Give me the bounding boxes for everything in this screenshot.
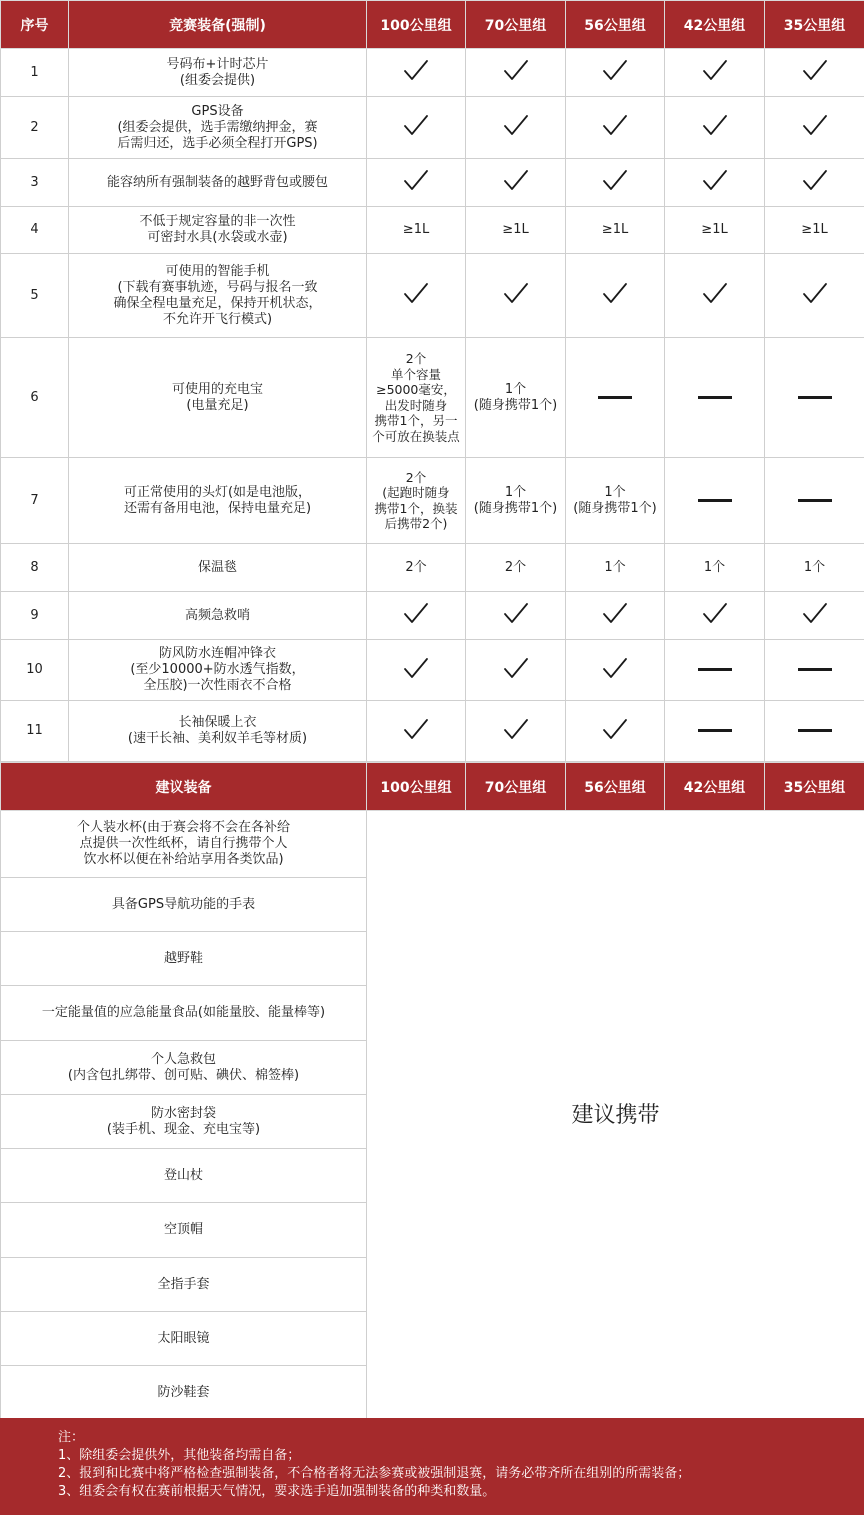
- check-icon: [503, 169, 529, 191]
- requirement-cell: [665, 640, 765, 701]
- check-icon: [503, 282, 529, 304]
- requirement-cell: [367, 458, 466, 544]
- cell-line: 可正常使用的头灯(如是电池版，: [123, 484, 312, 500]
- check-icon: [503, 718, 529, 740]
- equipment-name: [69, 458, 367, 544]
- check-icon: [403, 657, 429, 679]
- suggested-equipment-name: [1, 1041, 367, 1095]
- cell-line: 1个: [703, 559, 726, 575]
- requirement-cell: [566, 207, 665, 254]
- requirement-cell: [665, 254, 765, 338]
- notes-title: 注：: [58, 1430, 85, 1445]
- cell-line: 个人急救包: [150, 1051, 216, 1067]
- table-row: [1, 811, 864, 878]
- cell-line: ≥1L: [502, 222, 529, 237]
- cell-line: 保温毯: [197, 559, 237, 575]
- check-icon: [702, 602, 728, 624]
- requirement-cell: [566, 254, 665, 338]
- requirement-cell: [367, 544, 466, 592]
- check-icon: [602, 657, 628, 679]
- not-required-dash: [798, 668, 832, 671]
- header-35km: 35公里组: [765, 763, 864, 811]
- header-70km: 70公里组: [466, 1, 566, 49]
- cell-line: 确保全程电量充足，保持开机状态，: [113, 295, 322, 311]
- mandatory-body: [1, 49, 864, 762]
- check-icon: [802, 169, 828, 191]
- equipment-name: [69, 640, 367, 701]
- cell-line: 高频急救哨: [184, 607, 250, 623]
- note-line: 1、除组委会提供外，其他装备均需自备；: [58, 1448, 301, 1463]
- table-row: [1, 207, 864, 254]
- table-row: [1, 338, 864, 458]
- requirement-cell: [566, 49, 665, 97]
- table-row: [1, 254, 864, 338]
- cell-line: ≥1L: [402, 222, 430, 237]
- notes-panel: [0, 1418, 864, 1515]
- cell-line: ≥5000毫安，: [376, 382, 456, 397]
- requirement-cell: [367, 701, 466, 762]
- check-icon: [602, 59, 628, 81]
- cell-line: (至少10000+防水透气指数，: [130, 662, 305, 677]
- suggested-equipment-table: [0, 762, 864, 1421]
- header-suggested-equipment: 建议装备: [1, 763, 367, 811]
- check-icon: [403, 114, 429, 136]
- suggested-merged-cell: 建议携带: [367, 811, 864, 1421]
- cell-line: ≥1L: [601, 222, 629, 237]
- requirement-cell: [665, 159, 765, 207]
- requirement-cell: [566, 640, 665, 701]
- cell-line: 个人装水杯(由于赛会将不会在各补给: [76, 820, 291, 835]
- check-icon: [802, 114, 828, 136]
- cell-line: 可使用的智能手机: [165, 263, 270, 279]
- cell-line: (组委会提供): [179, 72, 256, 88]
- check-icon: [503, 114, 529, 136]
- check-icon: [702, 282, 728, 304]
- cell-line: GPS设备: [191, 103, 244, 119]
- cell-line: 后携带2个): [384, 516, 448, 531]
- requirement-cell: [765, 592, 864, 640]
- suggested-equipment-name: [1, 1312, 367, 1366]
- not-required-dash: [798, 396, 832, 399]
- requirement-cell: [665, 207, 765, 254]
- cell-line: 2个: [504, 559, 527, 575]
- row-index: 5: [1, 254, 69, 338]
- cell-line: 饮水杯以便在补给站享用各类饮品): [83, 852, 284, 867]
- cell-line: 全压胶)一次性雨衣不合格: [143, 678, 292, 693]
- header-42km: 42公里组: [665, 1, 765, 49]
- requirement-cell: [566, 458, 665, 544]
- note-line: 3、组委会有权在赛前根据天气情况，要求选手追加强制装备的种类和数量。: [58, 1484, 496, 1499]
- requirement-cell: [566, 159, 665, 207]
- check-icon: [403, 169, 429, 191]
- not-required-dash: [798, 499, 832, 502]
- requirement-cell: [566, 592, 665, 640]
- cell-line: 1个: [604, 559, 626, 575]
- cell-line: 出发时随身: [384, 397, 448, 413]
- requirement-cell: [466, 701, 566, 762]
- suggested-equipment-name: [1, 1149, 367, 1203]
- table-row: [1, 458, 864, 544]
- row-index: 2: [1, 97, 69, 159]
- requirement-cell: [665, 544, 765, 592]
- cell-line: 2个: [405, 351, 427, 366]
- row-index: 8: [1, 544, 69, 592]
- check-icon: [602, 114, 628, 136]
- check-icon: [702, 59, 728, 81]
- equipment-name: [69, 97, 367, 159]
- header-56km: 56公里组: [566, 763, 665, 811]
- requirement-cell: [765, 254, 864, 338]
- cell-line: (随身携带1个): [473, 500, 558, 516]
- cell-line: 还需有备用电池，保持电量充足): [123, 500, 312, 516]
- cell-line: ≥1L: [701, 222, 728, 237]
- cell-line: 1个: [504, 381, 527, 397]
- cell-line: (内含包扎绑带、创可贴、碘伏、棉签棒): [67, 1067, 300, 1083]
- requirement-cell: [765, 338, 864, 458]
- cell-line: 携带1个，换装: [374, 500, 458, 516]
- cell-line: ≥1L: [801, 222, 828, 237]
- row-index: 6: [1, 338, 69, 458]
- cell-line: 单个容量: [390, 366, 441, 382]
- requirement-cell: [367, 207, 466, 254]
- cell-line: 具备GPS导航功能的手表: [111, 896, 256, 912]
- requirement-cell: [367, 254, 466, 338]
- row-index: 11: [1, 701, 69, 762]
- requirement-cell: [765, 97, 864, 159]
- cell-line: (组委会提供，选手需缴纳押金，赛: [117, 119, 318, 135]
- check-icon: [702, 114, 728, 136]
- not-required-dash: [698, 396, 732, 399]
- suggested-equipment-name: [1, 986, 367, 1041]
- check-icon: [403, 59, 429, 81]
- equipment-name: [69, 701, 367, 762]
- cell-line: 不允许开飞行模式): [162, 311, 273, 327]
- check-icon: [503, 59, 529, 81]
- cell-line: (随身携带1个): [473, 397, 558, 413]
- table-row: [1, 97, 864, 159]
- note-line: 2、报到和比赛中将严格检查强制装备，不合格者将无法参赛或被强制退赛，请务必带齐所在组别的所需装备；: [58, 1466, 691, 1481]
- table-row: [1, 640, 864, 701]
- requirement-cell: [466, 254, 566, 338]
- requirement-cell: [665, 458, 765, 544]
- requirement-cell: [367, 49, 466, 97]
- row-index: 9: [1, 592, 69, 640]
- requirement-cell: [765, 49, 864, 97]
- cell-line: 越野鞋: [163, 950, 203, 966]
- check-icon: [503, 602, 529, 624]
- not-required-dash: [698, 668, 732, 671]
- requirement-cell: [367, 97, 466, 159]
- requirement-cell: [765, 544, 864, 592]
- not-required-dash: [798, 729, 832, 732]
- requirement-cell: [765, 159, 864, 207]
- header-index: 序号: [1, 1, 69, 49]
- requirement-cell: [566, 338, 665, 458]
- cell-line: (电量充足): [186, 397, 249, 413]
- row-index: 1: [1, 49, 69, 97]
- row-index: 10: [1, 640, 69, 701]
- cell-line: 1个: [803, 559, 826, 575]
- check-icon: [602, 169, 628, 191]
- requirement-cell: [367, 338, 466, 458]
- cell-line: 防风防水连帽冲锋衣: [158, 646, 276, 661]
- cell-line: 防水密封袋: [150, 1105, 216, 1121]
- cell-line: 1个: [504, 484, 527, 500]
- requirement-cell: [665, 97, 765, 159]
- suggested-header-row: [1, 763, 864, 811]
- row-index: 7: [1, 458, 69, 544]
- requirement-cell: [665, 49, 765, 97]
- suggested-equipment-name: [1, 811, 367, 878]
- cell-line: 登山杖: [163, 1167, 203, 1183]
- cell-line: 全指手套: [157, 1276, 210, 1292]
- cell-line: 2个: [405, 559, 427, 575]
- requirement-cell: [466, 640, 566, 701]
- cell-line: 可密封水具(水袋或水壶): [147, 230, 288, 245]
- cell-line: 个可放在换装点: [372, 428, 460, 444]
- equipment-name: [69, 159, 367, 207]
- requirement-cell: [466, 97, 566, 159]
- requirement-cell: [765, 640, 864, 701]
- cell-line: 可使用的充电宝: [171, 381, 263, 397]
- requirement-cell: [566, 97, 665, 159]
- equipment-name: [69, 254, 367, 338]
- requirement-cell: [466, 592, 566, 640]
- check-icon: [802, 59, 828, 81]
- cell-line: 2个: [405, 469, 427, 485]
- requirement-cell: [765, 458, 864, 544]
- check-icon: [403, 602, 429, 624]
- requirement-cell: [367, 159, 466, 207]
- check-icon: [403, 282, 429, 304]
- not-required-dash: [698, 729, 732, 732]
- equipment-name: [69, 338, 367, 458]
- check-icon: [503, 657, 529, 679]
- requirement-cell: [665, 701, 765, 762]
- requirement-cell: [466, 544, 566, 592]
- header-70km: 70公里组: [466, 763, 566, 811]
- cell-line: 携带1个，另一: [374, 413, 458, 428]
- cell-line: 点提供一次性纸杯，请自行携带个人: [79, 836, 288, 851]
- cell-line: 能容纳所有强制装备的越野背包或腰包: [106, 174, 328, 190]
- check-icon: [802, 602, 828, 624]
- header-100km: 100公里组: [367, 1, 466, 49]
- cell-line: 不低于规定容量的非一次性: [139, 214, 296, 229]
- equipment-name: [69, 592, 367, 640]
- check-icon: [702, 169, 728, 191]
- row-index: 4: [1, 207, 69, 254]
- header-42km: 42公里组: [665, 763, 765, 811]
- table-row: [1, 592, 864, 640]
- equipment-name: [69, 207, 367, 254]
- cell-line: (装手机、现金、充电宝等): [106, 1121, 261, 1137]
- requirement-cell: [466, 338, 566, 458]
- requirement-cell: [466, 49, 566, 97]
- requirement-cell: [367, 640, 466, 701]
- equipment-name: [69, 544, 367, 592]
- check-icon: [403, 718, 429, 740]
- requirement-cell: [466, 207, 566, 254]
- check-icon: [602, 602, 628, 624]
- requirement-cell: [665, 592, 765, 640]
- cell-line: 后需归还，选手必须全程打开GPS): [117, 135, 318, 151]
- requirement-cell: [765, 701, 864, 762]
- table-row: [1, 159, 864, 207]
- header-mandatory-equipment: 竞赛装备(强制): [69, 1, 367, 49]
- cell-line: 空顶帽: [163, 1222, 203, 1237]
- suggested-body: [1, 811, 864, 1421]
- check-icon: [602, 282, 628, 304]
- not-required-dash: [598, 396, 632, 399]
- table-row: [1, 701, 864, 762]
- equipment-name: [69, 49, 367, 97]
- requirement-cell: [367, 592, 466, 640]
- cell-line: 1个: [604, 484, 626, 500]
- requirement-cell: [765, 207, 864, 254]
- suggested-equipment-name: [1, 932, 367, 986]
- cell-line: 号码布+计时芯片: [166, 56, 269, 72]
- mandatory-header-row: [1, 1, 864, 49]
- cell-line: (下载有赛事轨迹，号码与报名一致: [117, 279, 318, 295]
- cell-line: 一定能量值的应急能量食品(如能量胶、能量棒等): [41, 1005, 326, 1020]
- header-56km: 56公里组: [566, 1, 665, 49]
- header-100km: 100公里组: [367, 763, 466, 811]
- not-required-dash: [698, 499, 732, 502]
- check-icon: [602, 718, 628, 740]
- table-row: [1, 544, 864, 592]
- cell-line: 防沙鞋套: [157, 1385, 210, 1400]
- header-35km: 35公里组: [765, 1, 864, 49]
- cell-line: (速干长袖、美利奴羊毛等材质): [127, 731, 308, 746]
- requirement-cell: [566, 544, 665, 592]
- cell-line: 长袖保暖上衣: [178, 715, 257, 730]
- row-index: 3: [1, 159, 69, 207]
- suggested-equipment-name: [1, 1203, 367, 1258]
- cell-line: (随身携带1个): [573, 500, 657, 516]
- table-row: [1, 49, 864, 97]
- requirement-cell: [466, 159, 566, 207]
- suggested-equipment-name: [1, 878, 367, 932]
- check-icon: [802, 282, 828, 304]
- cell-line: 太阳眼镜: [157, 1330, 210, 1346]
- suggested-equipment-name: [1, 1095, 367, 1149]
- requirement-cell: [466, 458, 566, 544]
- suggested-equipment-name: [1, 1258, 367, 1312]
- requirement-cell: [566, 701, 665, 762]
- suggested-equipment-name: [1, 1366, 367, 1421]
- requirement-cell: [665, 338, 765, 458]
- cell-line: (起跑时随身: [382, 485, 450, 500]
